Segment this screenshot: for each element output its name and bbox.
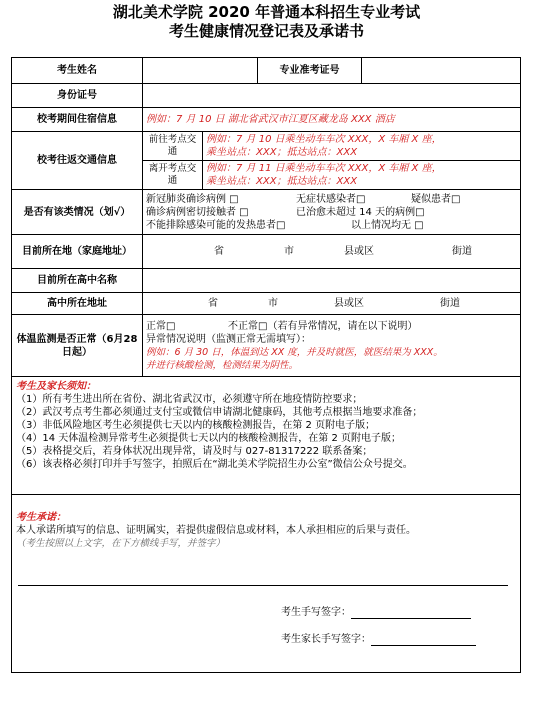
temperature-example-line2: 并进行核酸检测，检测结果为阴性。 [146, 359, 299, 371]
to-venue-example-line1: 例如：7 月 10 日乘坐动车车次 XXX，X 车厢 X 座， [206, 134, 442, 145]
school-addr-label: 高中所在地址 [12, 293, 143, 315]
school-city: 市 [268, 298, 278, 309]
temperature-example-line1: 例如：6 月 30 日，体温到达 XX 度，并及时就医，就医结果为 XXX。 [146, 346, 443, 358]
option-asymptomatic[interactable]: 无症状感染者□ [296, 193, 366, 205]
school-county: 县或区 [334, 298, 364, 309]
notice-heading: 考生及家长须知： [16, 381, 96, 392]
option-suspected[interactable]: 疑似患者□ [411, 193, 461, 205]
from-venue-label: 离开考点交通 [143, 161, 203, 190]
school-label: 目前所在高中名称 [12, 269, 143, 293]
condition-row2 [146, 206, 517, 219]
page-title-line2: 考生健康情况登记表及承诺书 [168, 22, 364, 40]
notice-item: （2）武汉考点考生都必须通过支付宝或微信申请湖北健康码，其他考点根据当地要求准备； [16, 407, 423, 418]
exam-no-field[interactable] [362, 58, 521, 84]
temperature-field[interactable] [143, 315, 521, 377]
temperature-abnormal-option[interactable]: 不正常□（若有异常情况，请在以下说明） [228, 320, 418, 332]
to-venue-example-line2: 乘坐站点：XXX；抵达站点：XXX [206, 147, 358, 158]
condition-row3 [146, 219, 517, 232]
school-addr-field[interactable] [143, 293, 521, 315]
notice-item: （5）表格提交后，若身体状况出现异常，请及时与 027-81317222 联系备案； [16, 446, 373, 457]
page-title-line1: 湖北美术学院 2020 年普通本科招生专业考试 [112, 3, 421, 21]
option-recovered[interactable]: 已治愈未超过 14 天的病例□ [296, 206, 425, 218]
from-venue-field[interactable] [203, 161, 521, 190]
student-sign-line[interactable] [351, 607, 471, 619]
location-field[interactable] [143, 235, 521, 269]
parent-sign-label: 考生家长手写签字： [281, 634, 371, 645]
temperature-explain-label: 异常情况说明（监测正常无需填写）： [146, 333, 311, 345]
id-no-label: 身份证号 [12, 84, 143, 108]
location-province: 省 [214, 246, 224, 257]
to-venue-label: 前往考点交通 [143, 132, 203, 161]
school-province: 省 [208, 298, 218, 309]
option-confirmed[interactable]: 新冠肺炎确诊病例 □ [146, 193, 239, 205]
condition-row1 [146, 193, 517, 206]
promise-text: 本人承诺所填写的信息、证明属实，若提供虚假信息或材料，本人承担相应的后果与责任。 [16, 525, 416, 536]
notice-item: （6）该表格必须打印并手写签字，拍照后在“湖北美术学院招生办公室”微信公众号提交。 [16, 459, 413, 470]
stay-info-example[interactable]: 例如：7 月 10 日 湖北省武汉市江夏区藏龙岛 XXX 酒店 [143, 108, 521, 132]
location-street: 街道 [452, 246, 472, 257]
parent-sign-line[interactable] [371, 634, 476, 646]
temperature-normal-option[interactable]: 正常□ [146, 320, 176, 332]
from-venue-example-line2: 乘坐站点：XXX；抵达站点：XXX [206, 176, 358, 187]
location-county: 县或区 [344, 246, 374, 257]
transport-label: 校考往返交通信息 [12, 132, 143, 190]
exam-no-label: 专业准考证号 [258, 58, 362, 84]
option-none[interactable]: 以上情况均无 □ [351, 219, 424, 231]
notice-item: （1）所有考生进出所在省份、湖北省武汉市，必须遵守所在地疫情防控要求； [16, 394, 363, 405]
promise-section [12, 495, 521, 673]
notice-section [12, 377, 521, 495]
temperature-status-row [146, 320, 517, 333]
student-sign-row [16, 606, 516, 619]
name-field[interactable] [143, 58, 258, 84]
promise-heading: 考生承诺： [16, 512, 66, 523]
option-close-contact[interactable]: 确诊病例密切接触者 □ [146, 206, 249, 218]
id-no-field[interactable] [143, 84, 521, 108]
promise-hint: （考生按照以上文字，在下方横线手写，并签字） [16, 538, 226, 549]
option-fever[interactable]: 不能排除感染可能的发热患者□ [146, 219, 286, 231]
location-city: 市 [284, 246, 294, 257]
notice-item: （4）14 天体温检测异常考生必须提供七天以内的核酸检测报告，在第 2 页附电子版； [16, 433, 401, 444]
temperature-label: 体温监测是否正常（6月28日起） [12, 315, 143, 377]
registration-form [11, 57, 521, 673]
notice-item: （3）非低风险地区考生必须提供七天以内的核酸检测报告，在第 2 页附电子版； [16, 420, 376, 431]
name-label: 考生姓名 [12, 58, 143, 84]
condition-label: 是否有该类情况（划√） [12, 190, 143, 235]
condition-options[interactable] [143, 190, 521, 235]
to-venue-field[interactable] [203, 132, 521, 161]
student-sign-label: 考生手写签字： [281, 607, 351, 618]
stay-info-label: 校考期间住宿信息 [12, 108, 143, 132]
location-label: 目前所在地（家庭地址） [12, 235, 143, 269]
school-field[interactable] [143, 269, 521, 293]
school-street: 街道 [440, 298, 460, 309]
parent-sign-row [16, 633, 516, 646]
from-venue-example-line1: 例如：7 月 11 日乘坐动车车次 XXX，X 车厢 X 座， [206, 163, 442, 174]
